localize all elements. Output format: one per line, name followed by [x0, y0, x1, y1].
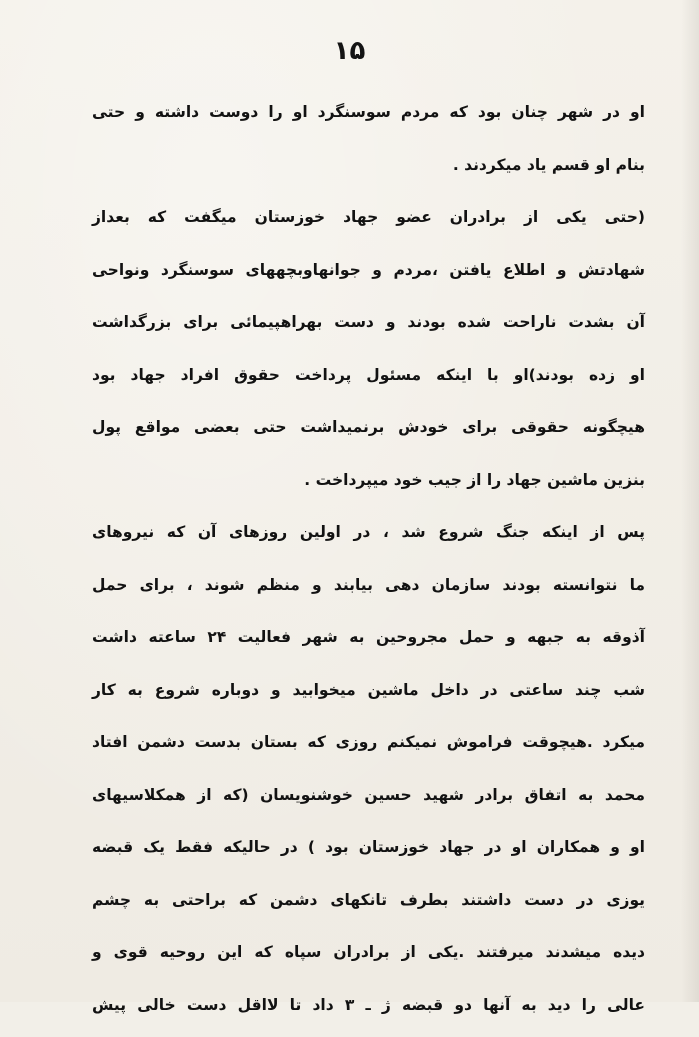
text-line: آن بشدت ناراحت شده بودند و دست بهراهپیمائی برای بزرگداشت: [92, 302, 645, 355]
body-text: [92, 92, 645, 1037]
text-line: ما نتوانسته بودند سازمان دهی بیابند و منظم شوند ، برای حمل: [92, 565, 645, 618]
text-line: بنزین ماشین جهاد را از جیب خود میپرداخت .: [92, 460, 645, 513]
text-line: او در شهر چنان بود که مردم سوسنگرد او را دوست داشته و حتی: [92, 92, 645, 145]
text-line: (حتی یکی از برادران عضو جهاد خوزستان میگفت که بعداز: [92, 197, 645, 250]
text-line: شهادتش و اطلاع یافتن ،مردم و جوانهاوبچههای سوسنگرد ونواحی: [92, 250, 645, 303]
text-line: میکرد .هیچوقت فراموش نمیکنم روزی که بستان بدست دشمن افتاد: [92, 722, 645, 775]
text-line: عالی را دید به آنها دو قبضه ژ ـ ۳ داد تا لااقل دست خالی پیش: [92, 985, 645, 1037]
text-line: شب چند ساعتی در داخل ماشین میخوابید و دوباره شروع به کار: [92, 670, 645, 723]
text-line: هیچگونه حقوقی برای خودش برنمیداشت حتی بعضی مواقع پول: [92, 407, 645, 460]
page-edge-shadow: [681, 0, 699, 1002]
text-line: بنام او قسم یاد میکردند .: [92, 145, 645, 198]
page-number: ۱۵: [0, 36, 699, 66]
text-line: یوزی در دست داشتند بطرف تانکهای دشمن که براحتی به چشم: [92, 880, 645, 933]
text-line: پس از اینکه جنگ شروع شد ، در اولین روزهای آن که نیروهای: [92, 512, 645, 565]
text-line: دیده میشدند میرفتند .یکی از برادران سپاه که این روحیه قوی و: [92, 932, 645, 985]
text-line: او و همکاران او در جهاد خوزستان بود ) در حالیکه فقط یک قبضه: [92, 827, 645, 880]
text-line: او زده بودند)او با اینکه مسئول پرداخت حقوق افراد جهاد بود: [92, 355, 645, 408]
text-line: محمد به اتفاق برادر شهید حسین خوشنویسان (که از همکلاسیهای: [92, 775, 645, 828]
text-line: آذوقه به جبهه و حمل مجروحین به شهر فعالیت ۲۴ ساعته داشت: [92, 617, 645, 670]
